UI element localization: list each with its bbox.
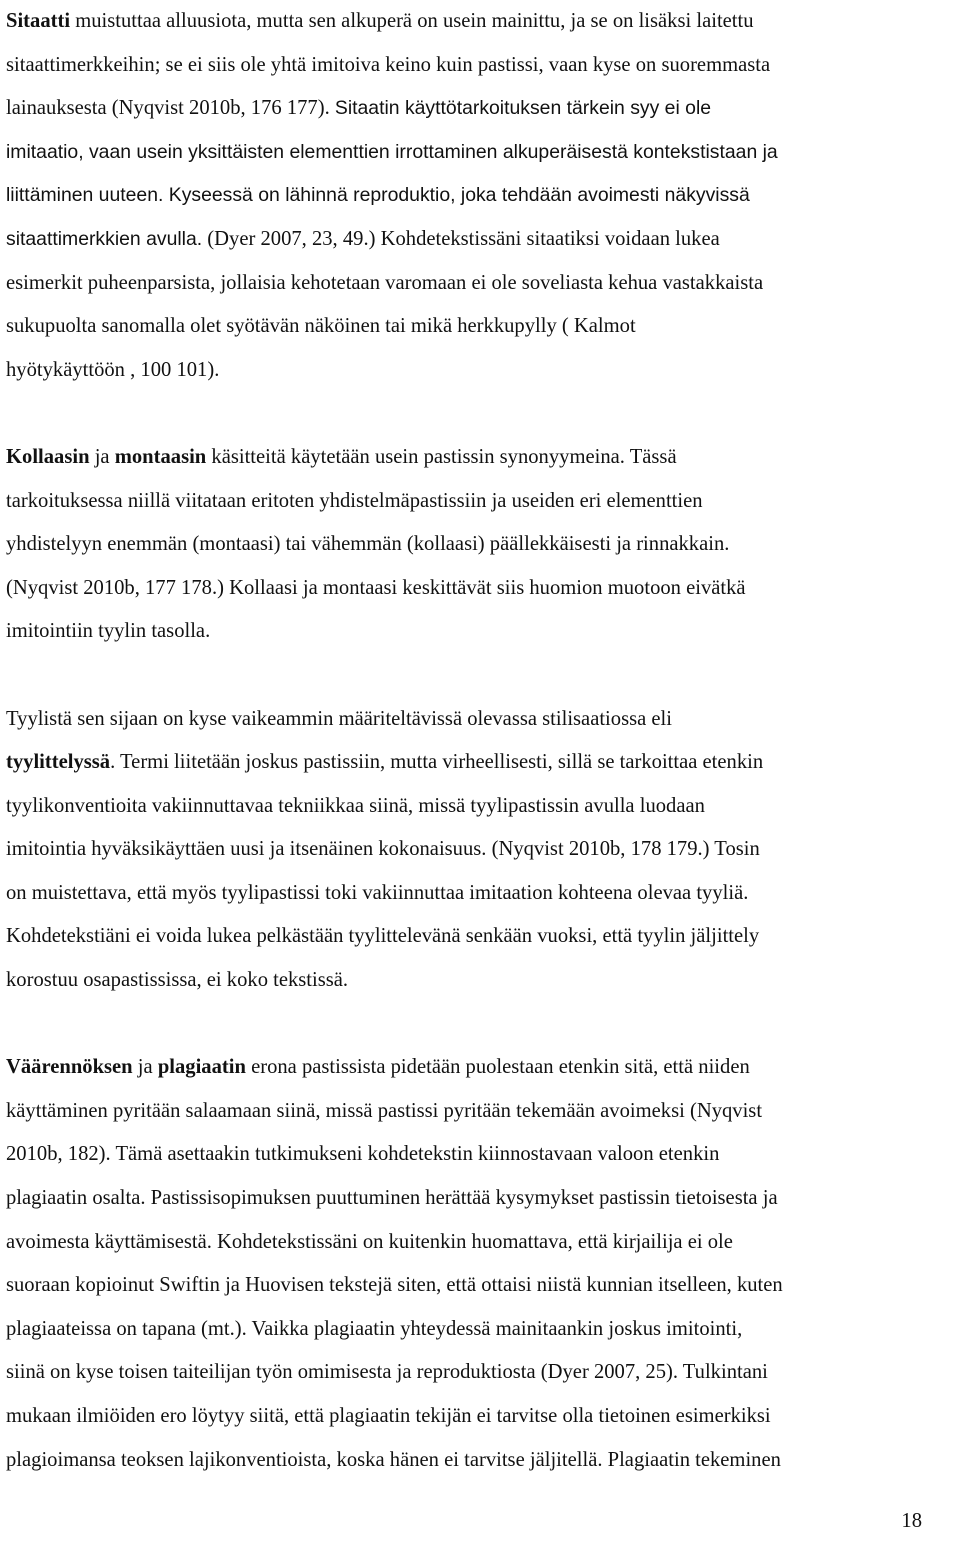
text-segment: plagiaateissa on tapana (mt.). Vaikka plagiaatin yhteydessä mainitaankin joskus imitointi, bbox=[6, 1317, 743, 1340]
document-page bbox=[6, 0, 956, 1482]
text-line bbox=[6, 828, 956, 872]
text-line bbox=[6, 959, 956, 1003]
text-line bbox=[6, 610, 956, 654]
text-segment: tarkoituksessa niillä viitataan eritoten yhdistelmäpastissiin ja useiden eri elementtien bbox=[6, 489, 703, 512]
text-line bbox=[6, 1090, 956, 1134]
text-segment: plagiaatin osalta. Pastissisopimuksen puuttuminen herättää kysymykset pastissin tietoisesta ja bbox=[6, 1187, 778, 1210]
text-line bbox=[6, 698, 956, 742]
paragraph bbox=[6, 1046, 956, 1482]
paragraph-gap bbox=[6, 654, 956, 698]
bold-term: tyylittelyssä bbox=[6, 751, 111, 774]
text-segment: imitointia hyväksikäyttäen uusi ja itsenäinen kokonaisuus. (Nyqvist 2010b, 178 179.) Tosin bbox=[6, 838, 760, 861]
text-line bbox=[6, 174, 956, 218]
text-segment: plagioimansa teoksen lajikonventioista, koska hänen ei tarvitse jäljitellä. Plagiaatin tekeminen bbox=[6, 1448, 781, 1471]
text-segment: . Termi liitetään joskus pastissiin, mutta virheellisesti, sillä se tarkoittaa etenkin bbox=[110, 751, 764, 774]
paragraph bbox=[6, 698, 956, 1003]
bold-term: Kollaasin bbox=[6, 445, 90, 468]
text-segment: (Dyer 2007, 23, 49.) Kohdetekstissäni sitaatiksi voidaan lukea bbox=[202, 227, 720, 250]
text-line bbox=[6, 480, 956, 524]
text-segment: sukupuolta sanomalla olet syötävän näköinen tai mikä herkkupylly ( Kalmot bbox=[6, 315, 636, 338]
text-line bbox=[6, 915, 956, 959]
text-segment: käsitteitä käytetään usein pastissin synonyymeina. Tässä bbox=[206, 445, 677, 468]
text-line bbox=[6, 1177, 956, 1221]
text-segment: yhdistelyyn enemmän (montaasi) tai vähemmän (kollaasi) päällekkäisesti ja rinnakkain. bbox=[6, 533, 730, 556]
paragraph bbox=[6, 0, 956, 392]
text-line bbox=[6, 131, 956, 175]
text-line bbox=[6, 0, 956, 44]
text-line bbox=[6, 1133, 956, 1177]
text-line bbox=[6, 567, 956, 611]
text-line bbox=[6, 349, 956, 393]
paragraph bbox=[6, 436, 956, 654]
text-line bbox=[6, 741, 956, 785]
text-line bbox=[6, 218, 956, 262]
text-segment: käyttäminen pyritään salaamaan siinä, missä pastissi pyritään tekemään avoimeksi (Nyqvist bbox=[6, 1099, 763, 1122]
text-line bbox=[6, 1221, 956, 1265]
sans-text-segment: sitaattimerkkien avulla. bbox=[6, 227, 203, 250]
text-segment: ja bbox=[89, 445, 115, 468]
text-segment: tyylikonventioita vakiinnuttavaa tekniikkaa siinä, missä tyylipastissin avulla luodaan bbox=[6, 794, 705, 817]
body-text bbox=[6, 0, 956, 1482]
text-segment: siinä on kyse toisen taiteilijan työn omimisesta ja reproduktiosta (Dyer 2007, 25). Tulkintani bbox=[6, 1361, 768, 1384]
text-line bbox=[6, 1264, 956, 1308]
text-segment: Tyylistä sen sijaan on kyse vaikeammin määriteltävissä olevassa stilisaatiossa eli bbox=[6, 707, 672, 730]
text-segment: avoimesta käyttämisestä. Kohdetekstissäni on kuitenkin huomattava, että kirjailija ei ole bbox=[6, 1230, 733, 1253]
text-segment: mukaan ilmiöiden ero löytyy siitä, että plagiaatin tekijän ei tarvitse olla tietoinen esimerkiksi bbox=[6, 1405, 771, 1427]
page-number: 18 bbox=[901, 1510, 922, 1532]
text-segment: 2010b, 182). Tämä asettaakin tutkimukseni kohdetekstin kiinnostavaan valoon etenkin bbox=[6, 1143, 720, 1166]
text-line bbox=[6, 872, 956, 916]
bold-term: montaasin bbox=[114, 445, 207, 468]
text-line bbox=[6, 44, 956, 88]
text-segment: esimerkit puheenparsista, jollaisia kehotetaan varomaan ei ole soveliasta kehua vastakkaista bbox=[6, 271, 764, 294]
paragraph-gap bbox=[6, 1003, 956, 1047]
text-line bbox=[6, 1046, 956, 1090]
text-segment: Kohdetekstiäni ei voida lukea pelkästään tyylittelevänä senkään vuoksi, että tyylin jäljittely bbox=[6, 925, 760, 948]
text-line bbox=[6, 262, 956, 306]
paragraph-gap bbox=[6, 392, 956, 436]
text-segment: korostuu osapastississa, ei koko tekstissä. bbox=[6, 969, 349, 992]
text-segment: imitointiin tyylin tasolla. bbox=[6, 620, 211, 643]
text-segment: hyötykäyttöön , 100 101). bbox=[6, 358, 220, 381]
text-line bbox=[6, 305, 956, 349]
text-line bbox=[6, 1351, 956, 1395]
text-segment: lainauksesta (Nyqvist 2010b, 176 177). bbox=[6, 97, 335, 120]
text-segment: ja bbox=[132, 1056, 158, 1079]
text-segment: sitaattimerkkeihin; se ei siis ole yhtä imitoiva keino kuin pastissi, vaan kyse on suoremmasta bbox=[6, 53, 771, 76]
bold-term: Väärennöksen bbox=[6, 1056, 133, 1079]
text-line bbox=[6, 1395, 956, 1439]
text-segment: suoraan kopioinut Swiftin ja Huovisen tekstejä siten, että ottaisi niistä kunnian itselleen, kuten bbox=[6, 1274, 783, 1297]
text-line bbox=[6, 1308, 956, 1352]
sans-text-segment: liittäminen uuteen. bbox=[6, 184, 164, 207]
sans-text-segment: Sitaatin käyttötarkoituksen tärkein syy ei ole bbox=[334, 97, 712, 120]
text-segment: (Nyqvist 2010b, 177 178.) Kollaasi ja montaasi keskittävät siis huomion muotoon eivätkä bbox=[6, 576, 746, 599]
sans-text-segment: Kyseessä on lähinnä reproduktio, joka tehdään avoimesti näkyvissä bbox=[163, 184, 750, 207]
sans-text-segment: imitaatio, vaan usein yksittäisten elementtien irrottaminen alkuperäisestä kontekstistaan ja bbox=[6, 140, 778, 163]
text-line bbox=[6, 523, 956, 567]
text-line bbox=[6, 1439, 956, 1483]
text-segment: muistuttaa alluusiota, mutta sen alkuperä on usein mainittu, ja se on lisäksi laitettu bbox=[70, 10, 754, 32]
text-segment: on muistettava, että myös tyylipastissi toki vakiinnuttaa imitaation kohteena olevaa tyyliä. bbox=[6, 881, 749, 904]
text-line bbox=[6, 87, 956, 131]
text-segment: erona pastissista pidetään puolestaan etenkin sitä, että niiden bbox=[245, 1056, 750, 1079]
text-line bbox=[6, 785, 956, 829]
text-line bbox=[6, 436, 956, 480]
bold-term: plagiaatin bbox=[157, 1056, 246, 1079]
bold-term: Sitaatti bbox=[6, 10, 71, 32]
